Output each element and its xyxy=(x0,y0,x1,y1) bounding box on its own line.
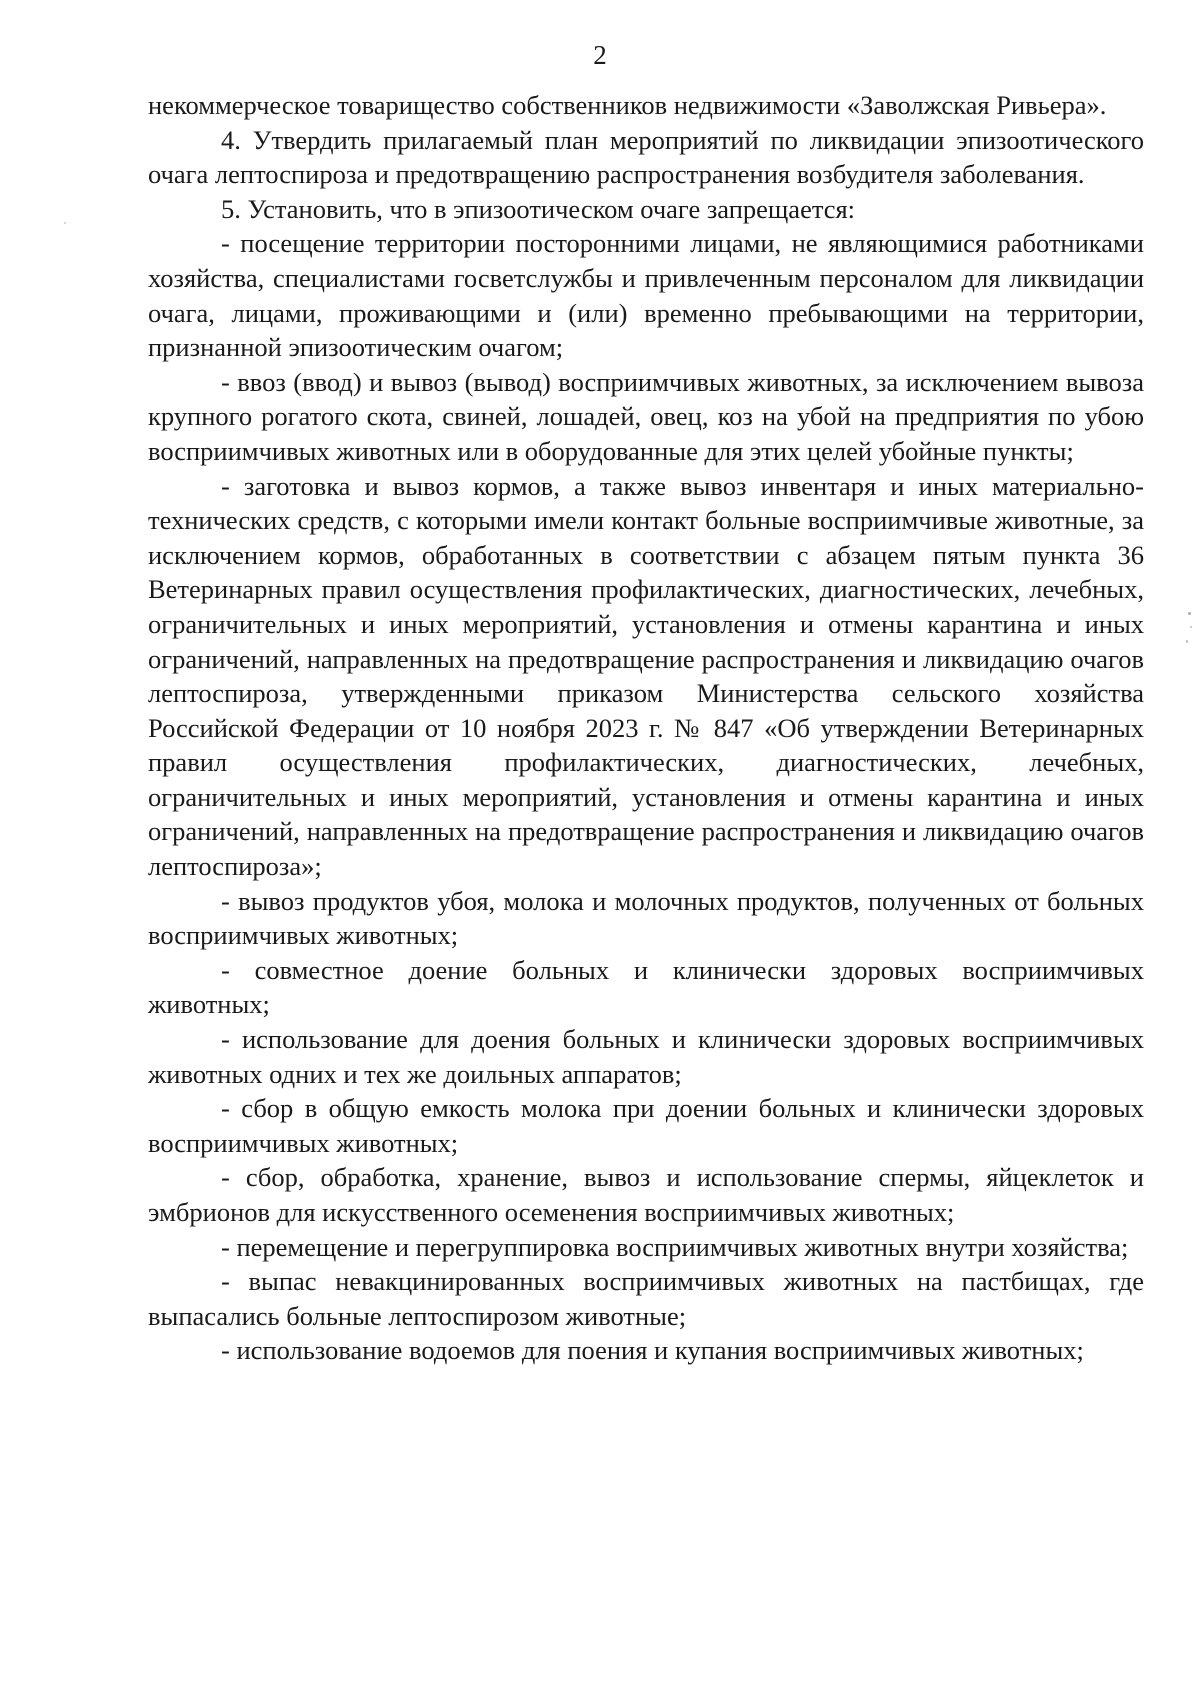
scan-speck xyxy=(1190,626,1192,628)
list-item-shared-equipment-ban: - использование для доения больных и клинически здоровых восприимчивых животных одних и тех же доильных аппаратов; xyxy=(148,1024,1144,1089)
list-item-feed-export-ban: - заготовка и вывоз кормов, а также вывоз инвентаря и иных материально-технических средств, с которыми имели контакт больные восприимчивые животные, за исключением кормов, обработанных в соответствии с абзацем пятым пункта 36 Ветеринарных правил осуществления профилактических, диагностических, лечебных, ограничительных и иных мероприятий, установления и отмены карантина и иных ограничений, направленных на предотвращение распространения и ликвидацию очагов лептоспироза, утвержденными приказом Министерства сельского хозяйства Российской Федерации от 10 ноября 2023 г. № 847 «Об утверждении Ветеринарных правил осуществления профилактических, диагностических, лечебных, ограничительных и иных мероприятий, установления и отмены карантина и иных ограничений, направленных на предотвращение распространения и ликвидацию очагов лептоспироза»; xyxy=(148,470,1144,882)
paragraph-continuation: некоммерческое товарищество собственников недвижимости «Заволжская Ривьера». xyxy=(148,90,1107,120)
paragraph-item-4: 4. Утвердить прилагаемый план мероприятий по ликвидации эпизоотического очага лептоспироза и предотвращению распространения возбудителя заболевания. xyxy=(148,124,1144,190)
scan-speck xyxy=(1186,640,1188,643)
list-item-import-export-ban: - ввоз (ввод) и вывоз (вывод) восприимчивых животных, за исключением вывоза крупного рогатого скота, свиней, лошадей, овец, коз на убой на предприятия по убою восприимчивых животных или в оборудованные для этих целей убойные пункты; xyxy=(148,366,1144,466)
list-item-semen-ban: - сбор, обработка, хранение, вывоз и использование спермы, яйцеклеток и эмбрионов для искусственного осеменения восприимчивых животных; xyxy=(148,1162,1144,1227)
list-item-grazing-ban: - выпас невакцинированных восприимчивых животных на пастбищах, где выпасались больные лептоспирозом животные; xyxy=(148,1266,1144,1331)
list-item-milk-collection-ban: - сбор в общую емкость молока при доении больных и клинически здоровых восприимчивых животных; xyxy=(148,1093,1144,1158)
list-item-regrouping-ban: - перемещение и перегруппировка восприимчивых животных внутри хозяйства; xyxy=(221,1231,1129,1262)
scan-speck xyxy=(64,222,66,224)
scan-speck xyxy=(1188,612,1191,615)
page-number: 2 xyxy=(593,40,607,70)
list-item-joint-milking-ban: - совместное доение больных и клинически здоровых восприимчивых животных; xyxy=(148,954,1144,1020)
document-body xyxy=(148,88,1144,1368)
paragraph-item-5: 5. Установить, что в эпизоотическом очаге запрещается: xyxy=(221,193,856,224)
list-item-visit-ban: - посещение территории посторонними лицами, не являющимися работниками хозяйства, специалистами госветслужбы и привлеченным персоналом для ликвидации очага, лицами, проживающими и (или) временно пребывающими на территории, признанной эпизоотическим очагом; xyxy=(148,228,1144,363)
list-item-products-export-ban: - вывоз продуктов убоя, молока и молочных продуктов, полученных от больных восприимчивых животных; xyxy=(148,885,1144,951)
list-item-waterbody-ban: - использование водоемов для поения и купания восприимчивых животных; xyxy=(221,1335,1084,1366)
